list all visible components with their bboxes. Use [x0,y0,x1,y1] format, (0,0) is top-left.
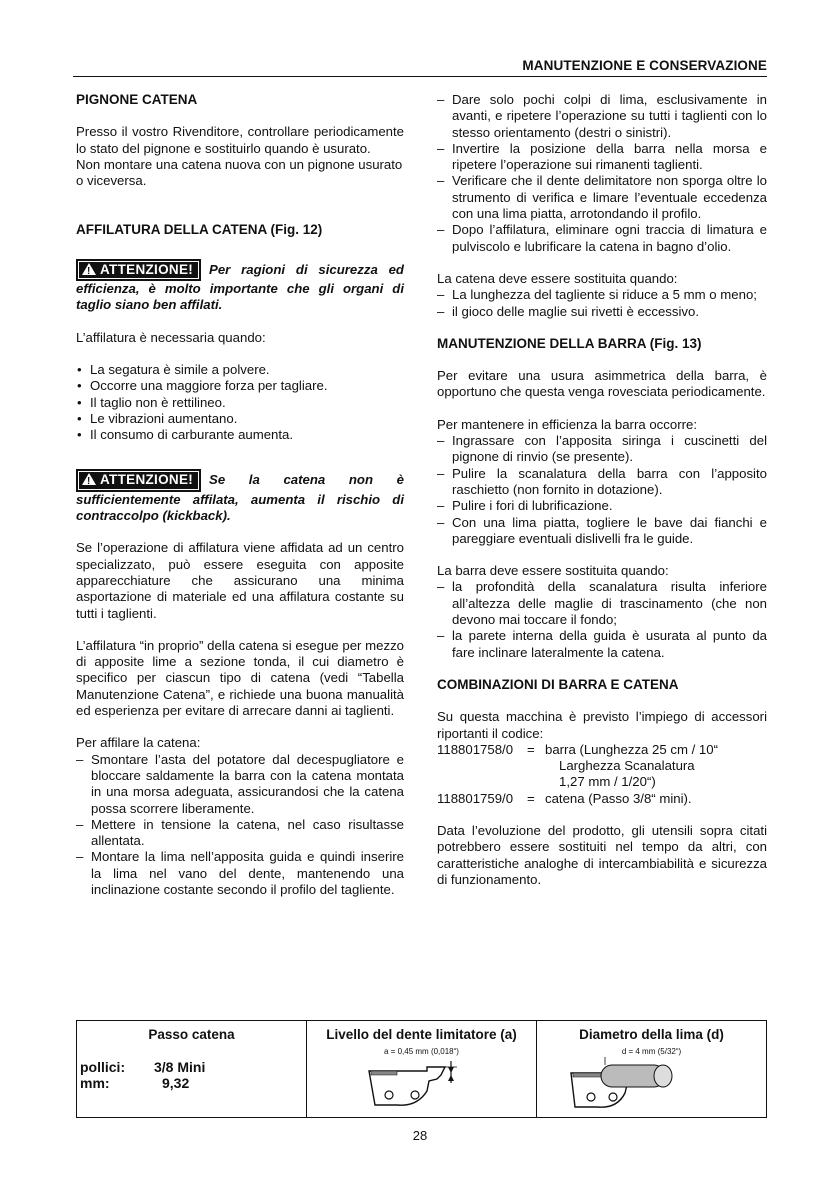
paragraph: Per mantenere in efficienza la barra occorre: [437,416,697,432]
paragraph: L’affilatura “in proprio” della catena si esegue per mezzo di apposite lime a sezione tonda, il cui diametro è specifico per ciascun tipo di catena (vedi “Tabella Manutenzione Catena”, e richiede una buona manualità ed esperienza per evitare di arrecare danni ai taglienti. [76,637,404,719]
dash-list [437,92,767,255]
list-item: – la parete interna della guida è usurata al punto da fare inclinare lateralmente la catena. [437,628,767,661]
paragraph: L’affilatura è necessaria quando: [76,329,266,345]
column-title: Livello del dente limitatore (a) [326,1027,517,1042]
list-item: • Il consumo di carburante aumenta. [76,427,404,443]
row-value: 9,32 [162,1075,190,1091]
list-item: – Smontare l’asta del potatore dal decespugliatore e bloccare saldamente la barra con la catena montata in una morsa adeguata, assicurandosi che la catena possa scorrere liberamente. [76,752,404,817]
row-label: mm: [80,1075,110,1091]
list-item: – Montare la lima nell’apposita guida e quindi inserire la lima nel vano del dente, mantenendo una inclinazione costante secondo il profilo del tagliente. [76,849,404,898]
list-item: – il gioco delle maglie sui rivetti è eccessivo. [437,304,767,320]
code-list [437,742,767,807]
pitch-row-inches [80,1059,205,1075]
right-column [437,92,767,888]
figure-caption: a = 0,45 mm (0,018“) [384,1047,459,1056]
column-title: Passo catena [148,1027,235,1042]
pitch-row-mm [80,1075,189,1091]
paragraph: Su questa macchina è previsto l’impiego di accessori riportanti il codice: [437,709,767,741]
list-item: – Con una lima piatta, togliere le bave dai fianchi e pareggiare eventuali dislivelli fra le guide. [437,515,767,548]
paragraph: La catena deve essere sostituita quando: [437,270,678,286]
dash-list [437,287,767,320]
warning-text: Per ragioni di sicurezza ed efficienza, è molto importante che gli organi di taglio siano ben affilati. [76,261,404,313]
list-item: – Mettere in tensione la catena, nel caso risultasse allentata. [76,817,404,850]
depth-gauge-cell [307,1021,537,1117]
heading-barra: MANUTENZIONE DELLA BARRA (Fig. 13) [437,335,702,351]
column-title: Diametro della lima (d) [579,1027,724,1042]
warning-block [76,259,404,314]
equals: = [527,790,535,806]
section-title: MANUTENZIONE E CONSERVAZIONE [522,58,767,73]
code-desc: barra (Lunghezza 25 cm / 10“ [545,741,718,757]
list-item: – la profondità della scanalatura risulta inferiore all’altezza delle maglie di trascinamento (che non devono mai toccare il fondo; [437,579,767,628]
code-desc: catena (Passo 3/8“ mini). [545,790,692,806]
list-item: – La lunghezza del tagliente si riduce a 5 mm o meno; [437,287,767,303]
list-item: – Dopo l’affilatura, eliminare ogni traccia di limatura e pulviscolo e lubrificare la catena in bagno d’olio. [437,222,767,255]
heading-pignone: PIGNONE CATENA [76,92,198,107]
attention-badge: !ATTENZIONE! [76,469,201,491]
paragraph: La barra deve essere sostituita quando: [437,563,669,579]
list-item: – Invertire la posizione della barra nella morsa e ripetere l’operazione sui rimanenti taglienti. [437,141,767,174]
chain-maintenance-table [76,1020,767,1118]
bullet-list [76,362,404,443]
heading-combinazioni: COMBINAZIONI DI BARRA E CATENA [437,676,679,692]
list-item: – Pulire la scanalatura della barra con l’apposito raschietto (non fornito in dotazione). [437,466,767,499]
code-desc: 1,27 mm / 1/20“) [559,774,656,790]
heading-affilatura: AFFILATURA DELLA CATENA (Fig. 12) [76,222,323,238]
row-label: pollici: [80,1059,126,1075]
left-column [76,92,404,898]
page-header [73,58,767,77]
paragraph: Data l’evoluzione del prodotto, gli utensili sopra citati potrebbero essere sostituiti nel tempo da altri, con caratteristiche analoghe di intercambiabilità e sicurezza di funzionamento. [437,822,767,887]
dash-list [437,433,767,547]
row-value: 3/8 Mini [154,1059,206,1075]
list-item: – Dare solo pochi colpi di lima, esclusivamente in avanti, e ripetere l’operazione su tutti i taglienti con lo stesso orientamento (destri o sinistri). [437,92,767,141]
code-desc: Larghezza Scanalatura [559,758,695,774]
list-item: – Ingrassare con l’apposita siringa i cuscinetti del pignone di rinvio (se presente). [437,433,767,466]
list-item: • La segatura è simile a polvere. [76,362,404,378]
paragraph: Per affilare la catena: [76,735,201,751]
file-diameter-cell [537,1021,766,1117]
code: 118801758/0 [437,741,514,757]
paragraph: Presso il vostro Rivenditore, controllare periodicamente lo stato del pignone e sostituirlo quando è usurato. [76,124,404,156]
list-item: • Il taglio non è rettilineo. [76,395,404,411]
list-item: • Occorre una maggiore forza per tagliare. [76,378,404,394]
attention-badge: !ATTENZIONE! [76,259,201,281]
warning-text: Se la catena non è sufficientemente affilata, aumenta il rischio di contraccolpo (kickback). [76,472,404,524]
figure-caption: d = 4 mm (5/32“) [621,1047,682,1056]
warning-icon [82,473,96,485]
code: 118801759/0 [437,790,514,806]
dash-list [437,579,767,660]
warning-block [76,469,404,524]
paragraph: Non montare una catena nuova con un pignone usurato o viceversa. [76,156,403,189]
pitch-cell [77,1021,307,1117]
warning-icon [82,263,96,275]
depth-gauge-figure [367,1057,487,1113]
paragraph: Se l’operazione di affilatura viene affidata ad un centro specializzato, può essere eseguita con apposite apparecchiature che assicurano una minima asportazione di materiale ed una affilatura costante su tutti i taglienti. [76,540,404,621]
dash-list [76,752,404,899]
page-number: 28 [412,1128,428,1143]
list-item: – Pulire i fori di lubrificazione. [437,498,767,514]
list-item: – Verificare che il dente delimitatore non sporga oltre lo strumento di verifica e limare l’eventuale eccedenza con una lima piatta, arrotondando il profilo. [437,173,767,222]
list-item: • Le vibrazioni aumentano. [76,411,404,427]
file-diameter-figure [567,1055,687,1115]
paragraph: Per evitare una usura asimmetrica della barra, è opportuno che questa venga rovesciata periodicamente. [437,368,767,400]
equals: = [527,741,535,757]
